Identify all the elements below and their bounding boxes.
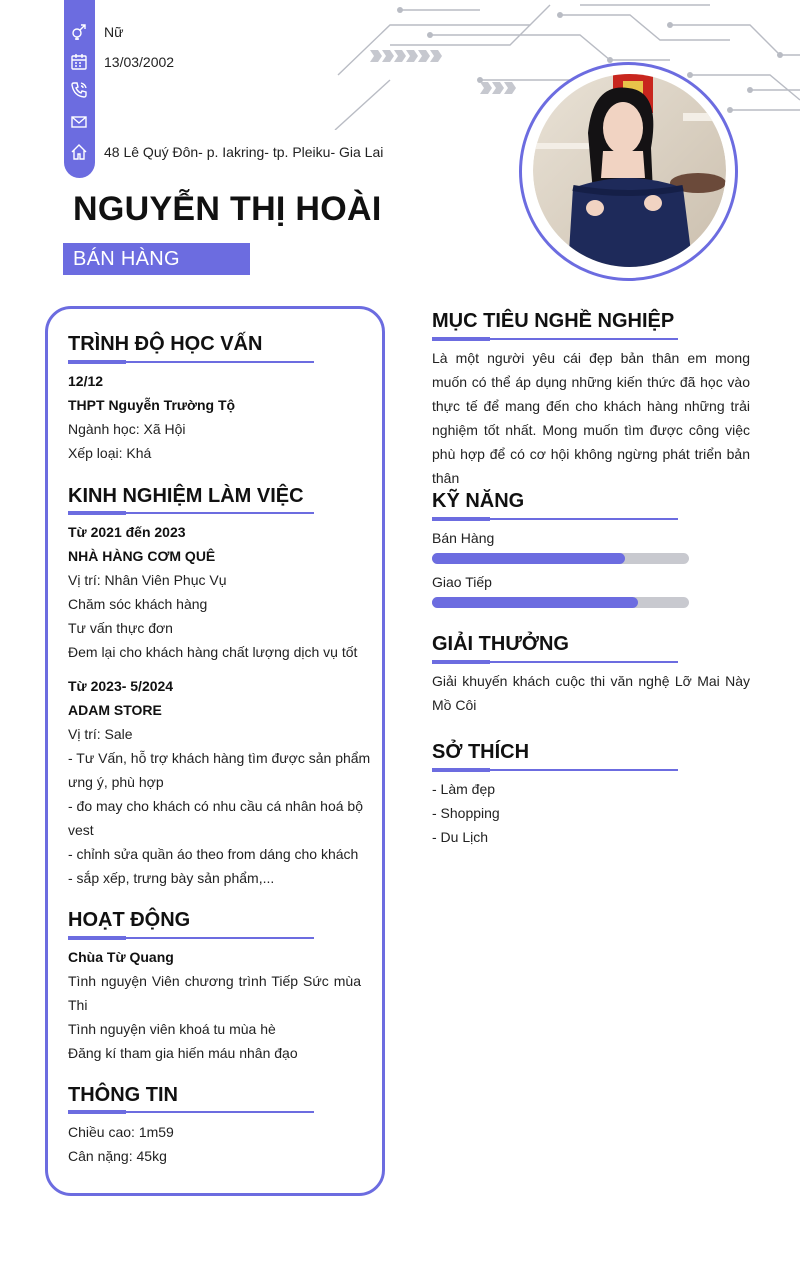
activities-title: HOẠT ĐỘNG: [68, 909, 191, 931]
avatar: [533, 73, 726, 268]
job-line: Đem lại cho khách hàng chất lượng dịch vụ tốt: [68, 644, 358, 660]
experience-title: KINH NGHIỆM LÀM VIỆC: [68, 485, 304, 507]
gender-icon: [70, 23, 88, 41]
job-line: Tư vấn thực đơn: [68, 620, 173, 636]
education-major: Ngành học: Xã Hội: [68, 421, 186, 437]
skills-title: KỸ NĂNG: [432, 490, 525, 512]
skill-name: Bán Hàng: [432, 530, 495, 546]
role-banner: [63, 243, 250, 275]
job-line: - chỉnh sửa quần áo theo from dáng cho khách: [68, 846, 359, 862]
job-company: NHÀ HÀNG CƠM QUÊ: [68, 548, 216, 564]
experience-underline-accent: [68, 511, 126, 515]
skill-bar: [432, 553, 689, 564]
job-line: - đo may cho khách có nhu cầu cá nhân hoá bộ: [68, 798, 363, 814]
job-line: - Tư Vấn, hỗ trợ khách hàng tìm được sản phẩm: [68, 750, 371, 766]
activity-org: Chùa Từ Quang: [68, 949, 174, 965]
skill-name: Giao Tiếp: [432, 574, 492, 590]
job-period: Từ 2023- 5/2024: [68, 678, 174, 694]
skill-bar: [432, 597, 689, 608]
hobby-item: - Shopping: [432, 805, 500, 821]
education-underline-accent: [68, 360, 126, 364]
objective-text: Là một người yêu cái đẹp bản thân em mong muốn có thể áp dụng những kiến thức đã học vào thực tế để mang đến cho khách hàng những trải nghiệm tốt nhất. Mong muốn tìm được công việc phù hợp để có cơ hội không ngừng phát triển bản thân: [432, 350, 750, 486]
activity-item: Tình nguyện viên khoá tu mùa hè: [68, 1021, 276, 1037]
job-line: - sắp xếp, trưng bày sản phẩm,...: [68, 870, 275, 886]
education-school: THPT Nguyễn Trường Tộ: [68, 397, 236, 413]
objective-title: MỤC TIÊU NGHỀ NGHIỆP: [432, 310, 675, 332]
activity-text: Tình nguyện Viên chương trình Tiếp Sức mùa Thi: [68, 973, 361, 1013]
activities-underline-accent: [68, 936, 126, 940]
info-weight: Cân nặng: 45kg: [68, 1148, 167, 1164]
hobby-item: - Du Lịch: [432, 829, 489, 845]
full-name: NGUYỄN THỊ HOÀI: [73, 190, 382, 228]
education-grade: 12/12: [68, 373, 104, 389]
job-line: ưng ý, phù hợp: [68, 774, 164, 790]
role-text: BÁN HÀNG: [73, 248, 180, 270]
email-icon: [70, 113, 88, 131]
skill-bar-fill: [432, 597, 638, 608]
job-period: Từ 2021 đến 2023: [68, 524, 186, 540]
phone-icon: [70, 81, 88, 99]
activity-item: Đăng kí tham gia hiến máu nhân đạo: [68, 1045, 298, 1061]
info-height: Chiều cao: 1m59: [68, 1124, 174, 1140]
calendar-icon: [70, 53, 88, 71]
job-line: Vị trí: Nhân Viên Phục Vụ: [68, 572, 227, 588]
hobby-item: - Làm đẹp: [432, 781, 496, 797]
awards-title: GIẢI THƯỞNG: [432, 633, 569, 655]
skills-underline-accent: [432, 517, 490, 521]
education-title: TRÌNH ĐỘ HỌC VẤN: [68, 333, 263, 355]
hobbies-underline-accent: [432, 768, 490, 772]
home-icon: [70, 143, 88, 161]
hobbies-title: SỞ THÍCH: [432, 741, 530, 763]
gender-text: Nữ: [104, 24, 124, 40]
birthday-text: 13/03/2002: [104, 54, 175, 70]
job-line: vest: [68, 822, 94, 838]
address-text: 48 Lê Quý Đôn- p. Iakring- tp. Pleiku- Gia Lai: [104, 144, 384, 160]
job-company: ADAM STORE: [68, 702, 162, 718]
info-title: THÔNG TIN: [68, 1084, 178, 1106]
awards-underline-accent: [432, 660, 490, 664]
objective-underline-accent: [432, 337, 490, 341]
awards-text: Giải khuyến khách cuộc thi văn nghệ Lỡ Mai Này Mồ Côi: [432, 673, 750, 713]
education-rank: Xếp loại: Khá: [68, 445, 152, 461]
job-line: Chăm sóc khách hàng: [68, 596, 208, 612]
job-line: Vị trí: Sale: [68, 726, 133, 742]
info-underline-accent: [68, 1110, 126, 1114]
skill-bar-fill: [432, 553, 625, 564]
